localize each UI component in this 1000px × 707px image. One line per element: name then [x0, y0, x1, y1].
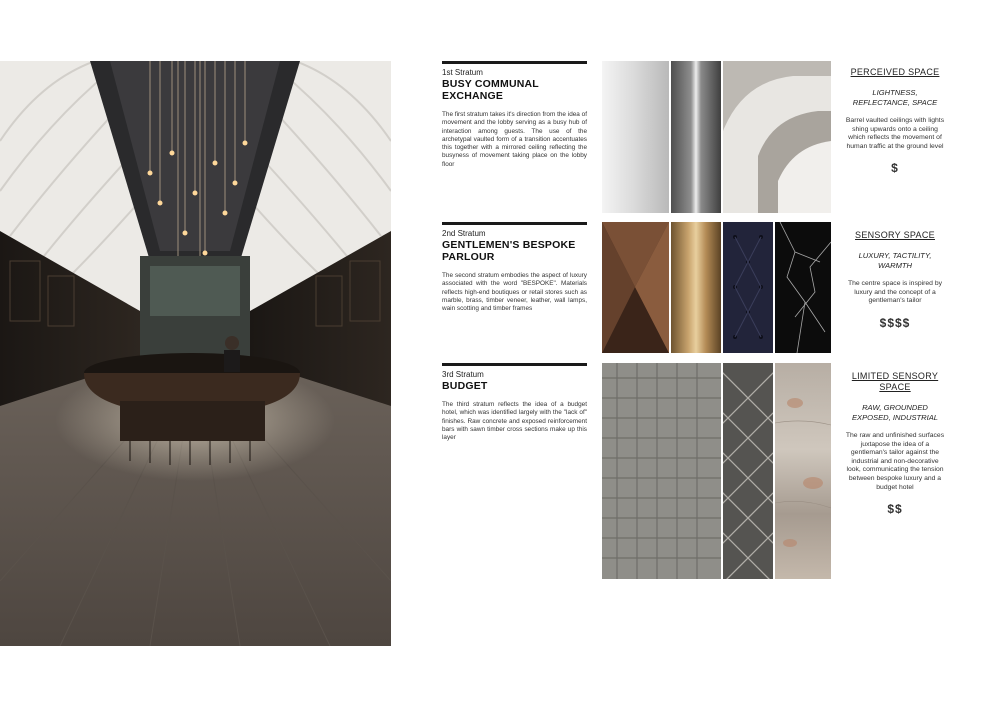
space-description: The centre space is inspired by luxury and the concept of a gentleman's tailor: [847, 280, 943, 305]
stratum-rule: [442, 61, 587, 64]
space-qualities: LIGHTNESS, REFLECTANCE, SPACE: [852, 88, 938, 107]
perceived-space-panel: [845, 67, 945, 175]
white-vault-image: [602, 61, 669, 213]
stratum-3: [442, 363, 587, 442]
stratum-body: The second stratum embodies the aspect of luxury associated with the word "BESPOKE". Materials reflects high-end boutiques or retail stores such as marble, brass, timber veneer, leather, wall lamps, wain scotting and timber frames: [442, 272, 587, 313]
lobby-photo-image: [0, 61, 391, 646]
stratum-title: BUSY COMMUNAL EXCHANGE: [442, 78, 539, 102]
lobby-photo: [0, 61, 391, 646]
stratum-number: 2nd Stratum: [442, 229, 486, 238]
timber-veneer-image: [602, 222, 669, 353]
stratum-number: 3rd Stratum: [442, 370, 484, 379]
space-heading: SENSORY SPACE: [855, 230, 935, 240]
sensory-space-panel: [845, 230, 945, 330]
reinforcement-bars-image: [723, 363, 773, 579]
stratum-number: 1st Stratum: [442, 68, 483, 77]
space-description: Barrel vaulted ceilings with lights shing upwards onto a ceiling which reflects the movement of human traffic at the ground level: [845, 117, 945, 150]
space-heading: LIMITED SENSORY SPACE: [851, 371, 939, 392]
space-qualities: LUXURY, TACTILITY, WARMTH: [858, 251, 932, 270]
light-slot-image: [671, 61, 721, 213]
limited-sensory-space-panel: [845, 371, 945, 516]
raw-concrete-image: [602, 363, 721, 579]
brass-image: [671, 222, 721, 353]
price-rating: $$: [887, 502, 903, 517]
space-description: The raw and unfinished surfaces juxtapose the idea of a gentleman's tailor against the industrial and non-decorative look, communicating the tension between bespoke luxury and a budget hotel: [845, 432, 945, 491]
stratum-rule: [442, 222, 587, 225]
stratum-rule: [442, 363, 587, 366]
leather-tufted-image: [723, 222, 773, 353]
space-heading: PERCEIVED SPACE: [850, 67, 940, 77]
space-qualities: RAW, GROUNDED EXPOSED, INDUSTRIAL: [851, 403, 939, 422]
stratum-body: The first stratum takes it's direction from the idea of movement and the lobby serving as a busy hub of interaction among guests. The use of the archetypal vaulted form of a transition accentuates this together with a mirrored ceiling reflecting the busyness of movement taking place on the lobby floor: [442, 111, 587, 168]
arches-image: [723, 61, 831, 213]
stratum-title: GENTLEMEN'S BESPOKE PARLOUR: [442, 239, 576, 263]
stratum-body: The third stratum reflects the idea of a budget hotel, which was identified largely with the "lack of" finishes. Raw concrete and exposed reinforcement bars with sawn timber cross sections make up this layer: [442, 401, 587, 442]
stratum-1: [442, 61, 587, 169]
price-rating: $$$$: [879, 315, 911, 330]
stratum-title: BUDGET: [442, 380, 488, 392]
sawn-timber-image: [775, 363, 831, 579]
price-rating: $: [891, 161, 899, 176]
stratum-2: [442, 222, 587, 313]
black-marble-image: [775, 222, 831, 353]
